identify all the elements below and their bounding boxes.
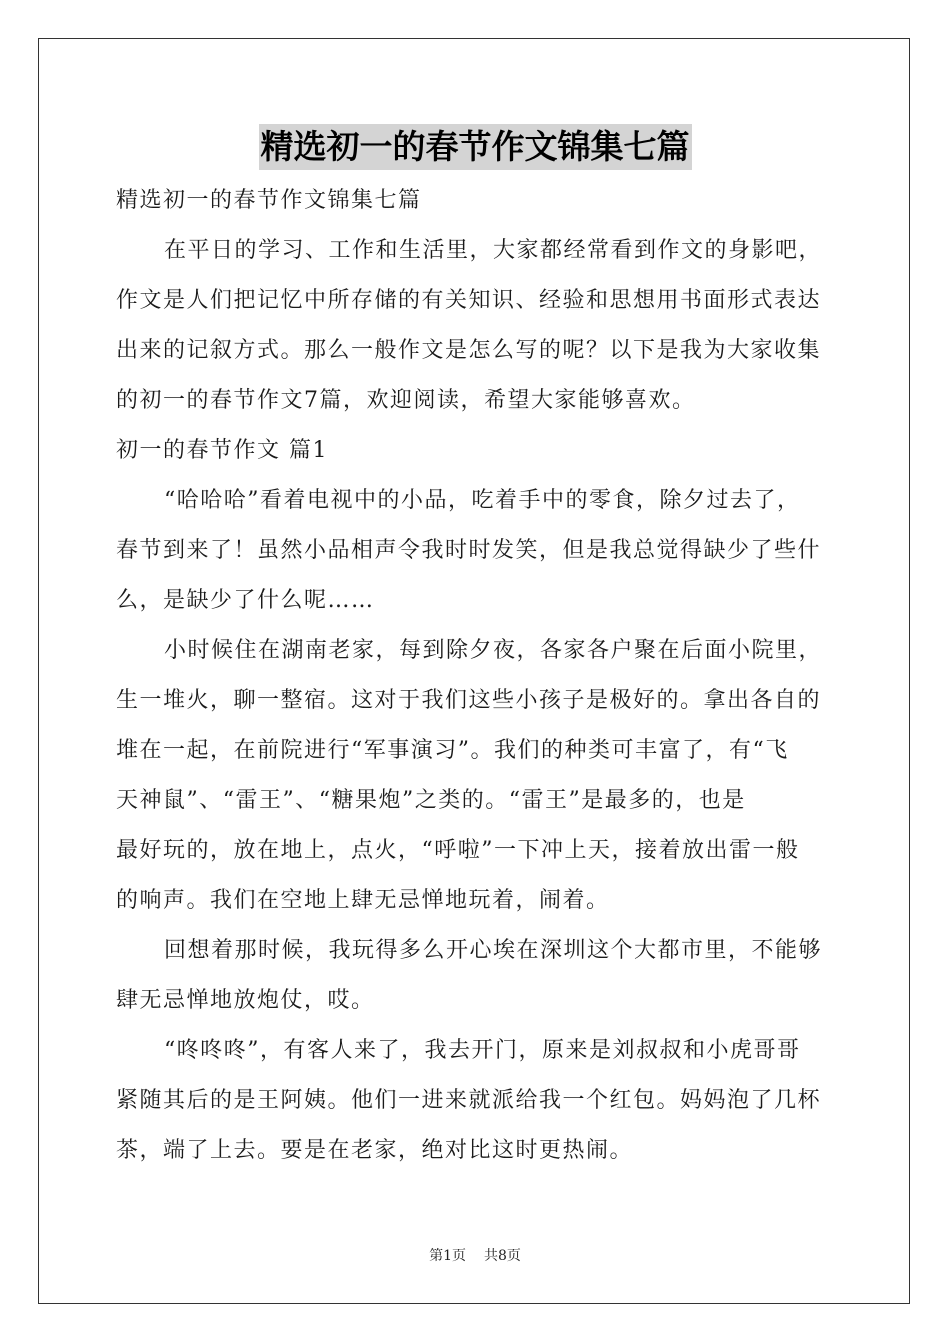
body-line: 天神鼠”、“雷王”、“糖果炮”之类的。“雷王”是最多的，也是 bbox=[116, 788, 746, 813]
body-line: 紧随其后的是王阿姨。他们一进来就派给我一个红包。妈妈泡了几杯 bbox=[116, 1088, 822, 1113]
body-line: 么，是缺少了什么呢…… bbox=[116, 588, 375, 613]
body-line: 春节到来了！虽然小品相声令我时时发笑，但是我总觉得缺少了些什 bbox=[116, 538, 822, 563]
body-line: 肆无忌惮地放炮仗，哎。 bbox=[116, 988, 375, 1013]
title-container bbox=[0, 124, 950, 170]
body-line: 的初一的春节作文7篇，欢迎阅读，希望大家能够喜欢。 bbox=[116, 388, 696, 413]
body-line: “哈哈哈”看着电视中的小品，吃着手中的零食，除夕过去了， bbox=[164, 488, 801, 513]
page-total: 共8页 bbox=[484, 1248, 521, 1264]
body-line: 精选初一的春节作文锦集七篇 bbox=[116, 188, 422, 213]
body-line: 生一堆火，聊一整宿。这对于我们这些小孩子是极好的。拿出各自的 bbox=[116, 688, 822, 713]
body-line: “咚咚咚”，有客人来了，我去开门，原来是刘叔叔和小虎哥哥 bbox=[164, 1038, 801, 1063]
document-title: 精选初一的春节作文锦集七篇 bbox=[259, 124, 692, 170]
body-line: 小时候住在湖南老家，每到除夕夜，各家各户聚在后面小院里， bbox=[164, 638, 823, 663]
body-line: 最好玩的，放在地上，点火，“呼啦”一下冲上天，接着放出雷一般 bbox=[116, 838, 800, 863]
page-footer bbox=[0, 1245, 950, 1265]
body-line: 在平日的学习、工作和生活里，大家都经常看到作文的身影吧， bbox=[164, 238, 823, 263]
section-heading: 初一的春节作文 篇1 bbox=[116, 438, 328, 463]
body-line: 的响声。我们在空地上肆无忌惮地玩着，闹着。 bbox=[116, 888, 610, 913]
body-line: 作文是人们把记忆中所存储的有关知识、经验和思想用书面形式表达 bbox=[116, 288, 822, 313]
body-line: 茶，端了上去。要是在老家，绝对比这时更热闹。 bbox=[116, 1138, 634, 1163]
body-line: 回想着那时候，我玩得多么开心埃在深圳这个大都市里，不能够 bbox=[164, 938, 823, 963]
document-body bbox=[116, 176, 836, 1176]
body-line: 出来的记叙方式。那么一般作文是怎么写的呢？以下是我为大家收集 bbox=[116, 338, 822, 363]
page-number: 第1页 bbox=[429, 1248, 466, 1264]
body-line: 堆在一起，在前院进行“军事演习”。我们的种类可丰富了，有“飞 bbox=[116, 738, 789, 763]
